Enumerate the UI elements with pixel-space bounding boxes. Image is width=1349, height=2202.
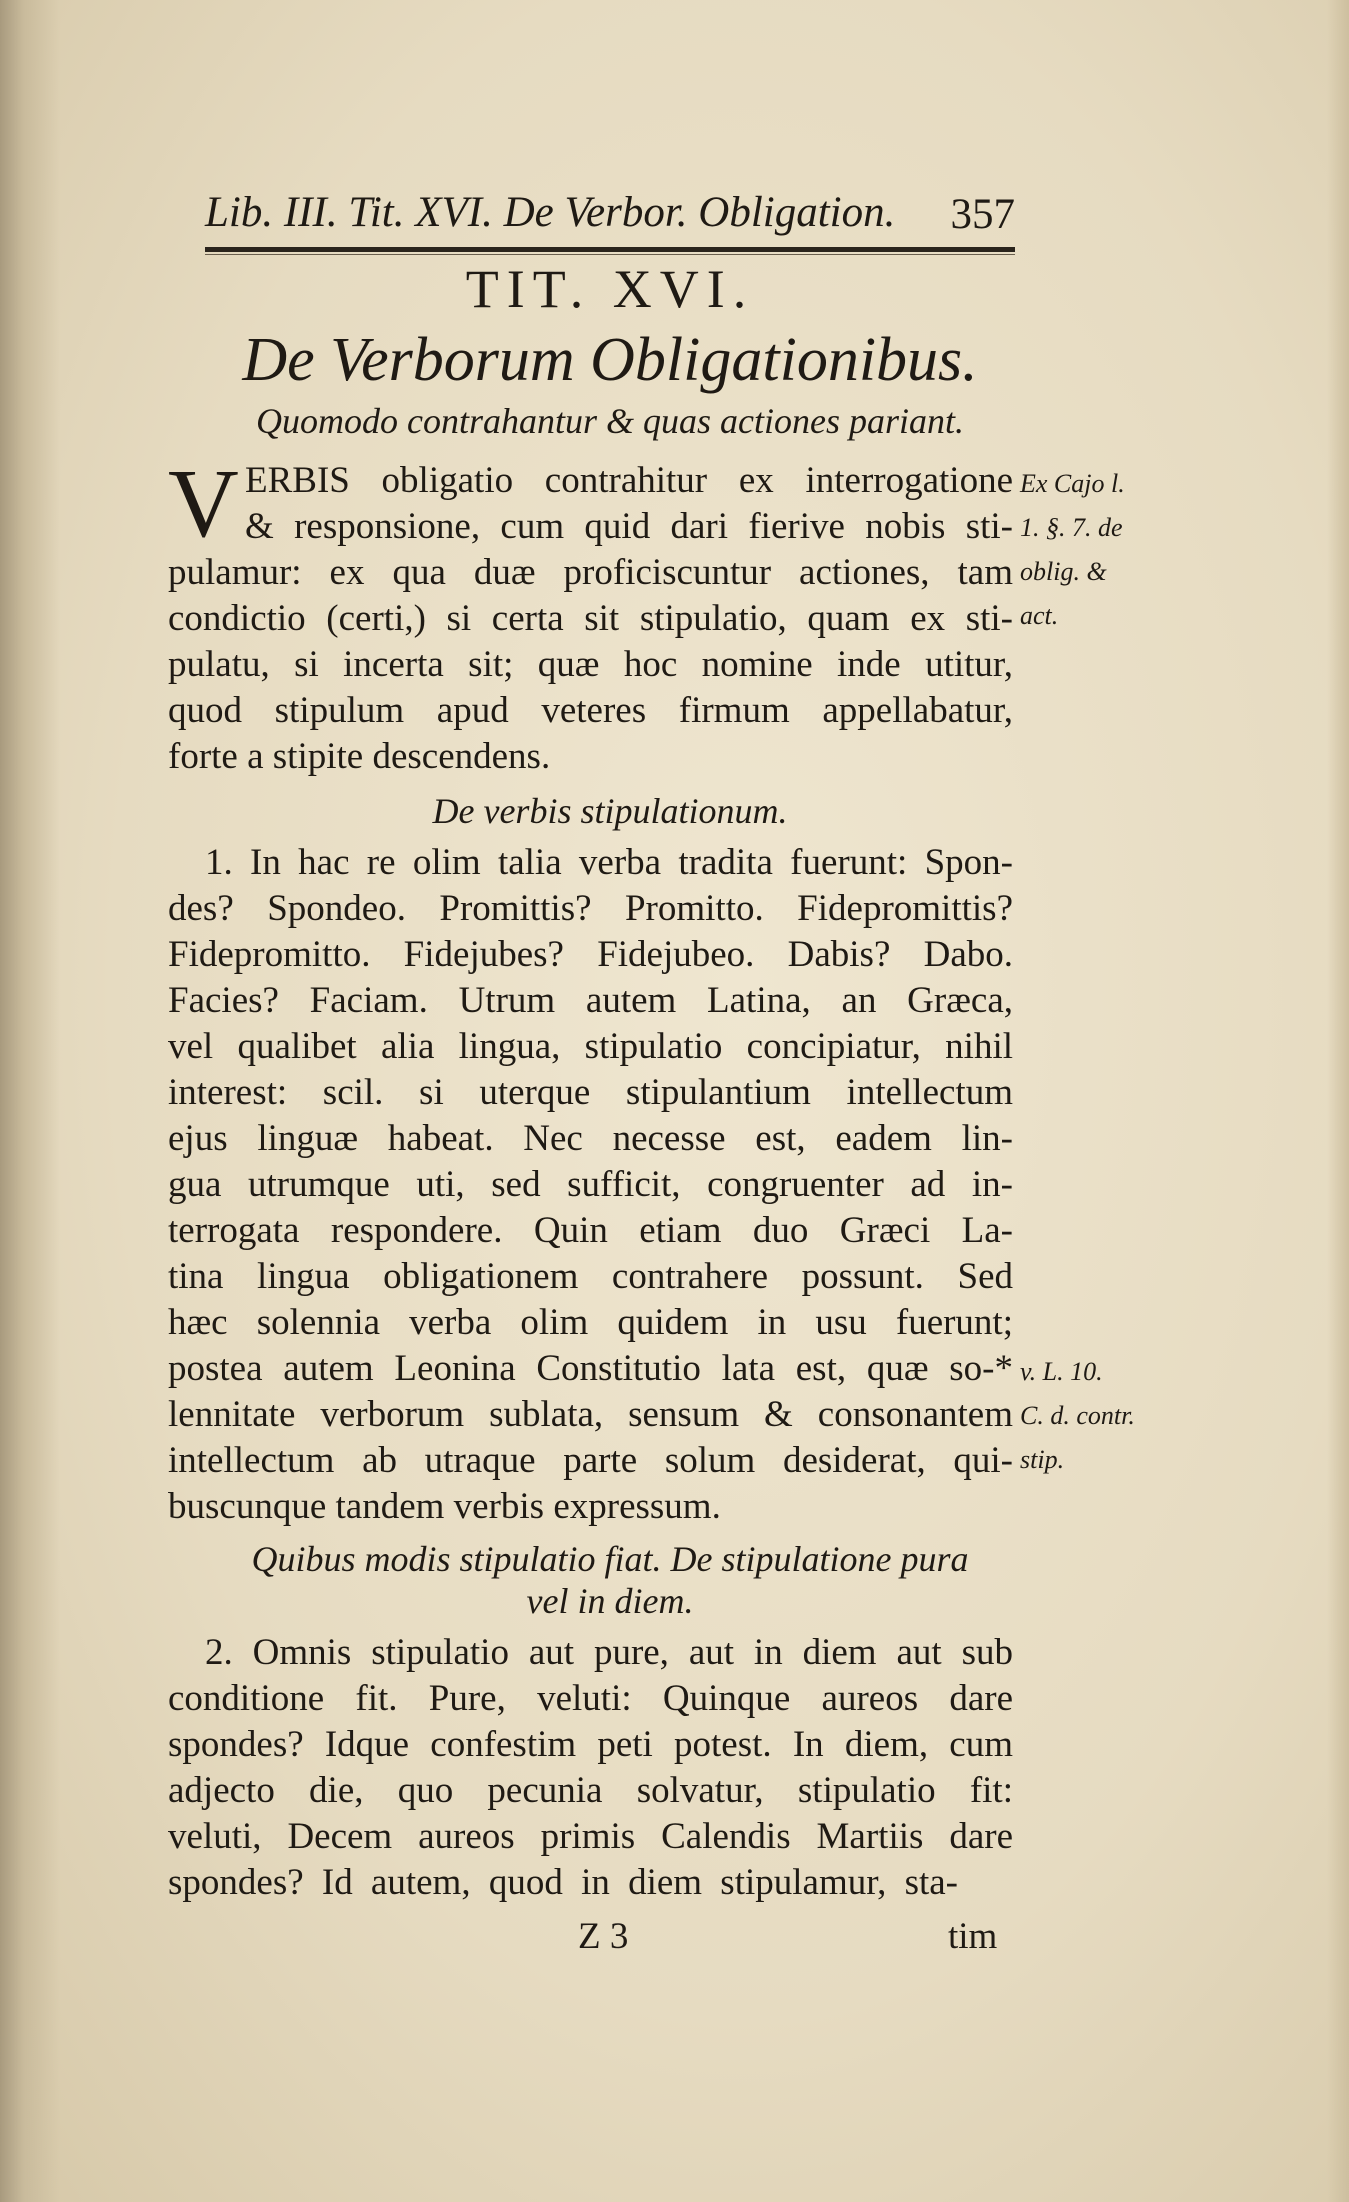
margin-note-line: 1. §. 7. de	[1020, 513, 1123, 542]
paragraph-line: adjecto die, quo pecunia solvatur, stipulatio fit:	[168, 1770, 1013, 1811]
paragraph-line: intellectum ab utraque parte solum desiderat, qui-	[168, 1440, 1013, 1481]
page-gutter-shadow	[0, 0, 60, 2202]
paragraph-line: ERBIS obligatio contrahitur ex interrogatione	[245, 460, 1013, 501]
section-rubric-3b: vel in diem.	[526, 1581, 694, 1621]
margin-note-line: v. L. 10.	[1020, 1357, 1103, 1386]
header-rule	[205, 247, 1015, 252]
paragraph-line: 2. Omnis stipulatio aut pure, aut in diem aut sub	[205, 1632, 1013, 1673]
catchword: tim	[948, 1916, 998, 1957]
margin-note-line: oblig. &	[1020, 557, 1107, 586]
paragraph-line: pulatu, si incerta sit; quæ hoc nomine inde utitur,	[168, 644, 1013, 685]
margin-note-2	[1020, 1350, 1160, 1482]
margin-note-line: Ex Cajo l.	[1020, 469, 1125, 498]
paragraph-line: & responsione, cum quid dari fierive nobis sti-	[245, 506, 1013, 547]
paragraph-line: Facies? Faciam. Utrum autem Latina, an Græca,	[168, 980, 1013, 1021]
paragraph-line: gua utrumque uti, sed sufficit, congruenter ad in-	[168, 1164, 1013, 1205]
page-edge	[1327, 0, 1349, 2202]
title-number: TIT. XVI.	[465, 259, 755, 319]
paragraph-line: condictio (certi,) si certa sit stipulatio, quam ex sti-	[168, 598, 1013, 639]
paragraph-line: ejus linguæ habeat. Nec necesse est, eadem lin-	[168, 1118, 1013, 1159]
paragraph-line: hæc solennia verba olim quidem in usu fuerunt;	[168, 1302, 1013, 1343]
paragraph-line: pulamur: ex qua duæ proficiscuntur actiones, tam	[168, 552, 1013, 593]
paragraph-line: 1. In hac re olim talia verba tradita fuerunt: Spon-	[205, 842, 1013, 883]
section-rubric-1: Quomodo contrahantur & quas actiones pariant.	[256, 401, 964, 441]
section-rubric-3: Quibus modis stipulatio fiat. De stipulatione pura	[251, 1539, 969, 1579]
paragraph-line: lennitate verborum sublata, sensum & consonantem	[168, 1394, 1013, 1435]
signature-mark: Z 3	[578, 1916, 629, 1957]
paragraph-line: quod stipulum apud veteres firmum appellabatur,	[168, 690, 1013, 731]
page-number: 357	[950, 191, 1015, 238]
paragraph-line: conditione fit. Pure, veluti: Quinque aureos dare	[168, 1678, 1013, 1719]
paragraph-line: terrogata respondere. Quin etiam duo Græci La-	[168, 1210, 1013, 1251]
paragraph-line: spondes? Id autem, quod in diem stipulamur, sta-	[168, 1862, 958, 1903]
running-title: Lib. III. Tit. XVI. De Verbor. Obligation.	[205, 189, 896, 236]
paragraph-line: postea autem Leonina Constitutio lata est, quæ so-*	[168, 1348, 1013, 1389]
header-rule-thin	[205, 254, 1015, 255]
paragraph-line: vel qualibet alia lingua, stipulatio concipiatur, nihil	[168, 1026, 1013, 1067]
paragraph-line: spondes? Idque confestim peti potest. In diem, cum	[168, 1724, 1013, 1765]
paragraph-line: interest: scil. si uterque stipulantium intellectum	[168, 1072, 1013, 1113]
drop-cap: V	[168, 450, 239, 558]
paragraph-line: forte a stipite descendens.	[168, 736, 551, 777]
paragraph-line: tina lingua obligationem contrahere possunt. Sed	[168, 1256, 1013, 1297]
paragraph-line: veluti, Decem aureos primis Calendis Martiis dare	[168, 1816, 1013, 1857]
margin-note-line: C. d. contr.	[1020, 1401, 1135, 1430]
section-rubric-2: De verbis stipulationum.	[432, 791, 788, 831]
paragraph-line: Fidepromitto. Fidejubes? Fidejubeo. Dabis? Dabo.	[168, 934, 1013, 975]
margin-note-1	[1020, 462, 1160, 638]
running-header	[205, 180, 1015, 250]
margin-note-line: stip.	[1020, 1445, 1065, 1474]
paragraph-line: buscunque tandem verbis expressum.	[168, 1486, 721, 1527]
title-heading: De Verborum Obligationibus.	[242, 326, 978, 394]
paragraph-line: des? Spondeo. Promittis? Promitto. Fidepromittis?	[168, 888, 1013, 929]
margin-note-line: act.	[1020, 601, 1059, 630]
